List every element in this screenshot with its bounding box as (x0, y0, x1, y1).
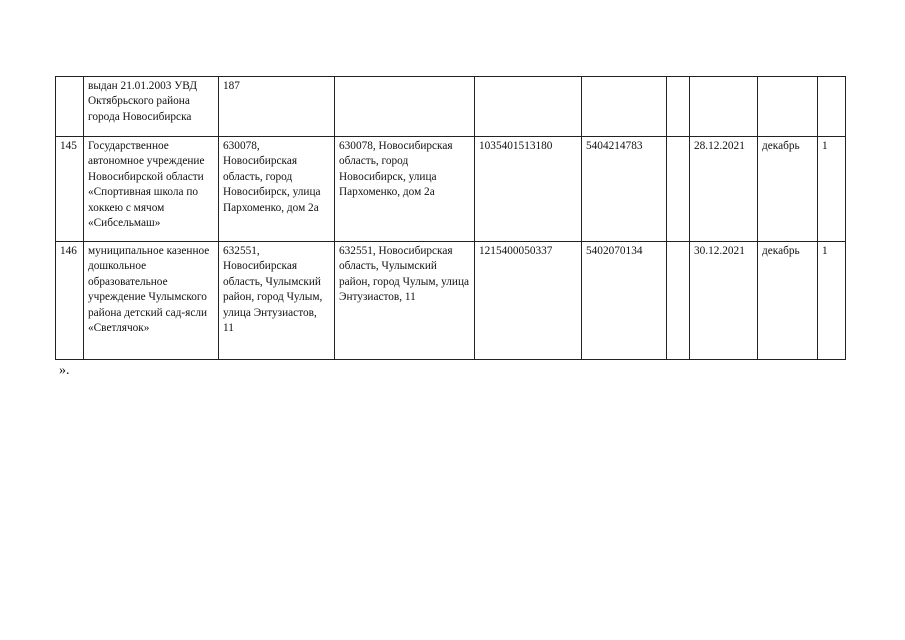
extra-cell (667, 77, 690, 137)
organization-name-cell: Государственное автономное учреждение Новосибирской области «Спортивная школа по хоккею с мячом «Сибсельмаш» (84, 137, 219, 242)
month-cell (758, 77, 818, 137)
organization-name-cell: муниципальное казенное дошкольное образовательное учреждение Чулымского района детский сад-ясли «Светлячок» (84, 242, 219, 360)
ogrn-cell (475, 77, 582, 137)
legal-address-cell: 632551, Новосибирская область, Чулымский район, город Чулым, улица Энтузиастов, 11 (219, 242, 335, 360)
organization-name-cell: выдан 21.01.2003 УВД Октябрьского района города Новосибирска (84, 77, 219, 137)
count-cell: 1 (818, 137, 846, 242)
table-row (56, 242, 846, 360)
extra-cell (667, 137, 690, 242)
location-address-cell (335, 77, 475, 137)
date-cell (690, 77, 758, 137)
legal-address-cell: 630078, Новосибирская область, город Новосибирск, улица Пархоменко, дом 2а (219, 137, 335, 242)
legal-address-cell: 187 (219, 77, 335, 137)
month-cell: декабрь (758, 137, 818, 242)
row-number-cell (56, 77, 84, 137)
table-row (56, 77, 846, 137)
count-cell: 1 (818, 242, 846, 360)
ogrn-cell: 1035401513180 (475, 137, 582, 242)
inn-cell (582, 77, 667, 137)
location-address-cell: 630078, Новосибирская область, город Новосибирск, улица Пархоменко, дом 2а (335, 137, 475, 242)
date-cell: 28.12.2021 (690, 137, 758, 242)
registry-table (55, 76, 846, 360)
row-number-cell: 146 (56, 242, 84, 360)
date-cell: 30.12.2021 (690, 242, 758, 360)
location-address-cell: 632551, Новосибирская область, Чулымский район, город Чулым, улица Энтузиастов, 11 (335, 242, 475, 360)
count-cell (818, 77, 846, 137)
month-cell: декабрь (758, 242, 818, 360)
table-row (56, 137, 846, 242)
closing-quote-mark: ». (59, 363, 70, 378)
inn-cell: 5402070134 (582, 242, 667, 360)
ogrn-cell: 1215400050337 (475, 242, 582, 360)
inn-cell: 5404214783 (582, 137, 667, 242)
extra-cell (667, 242, 690, 360)
row-number-cell: 145 (56, 137, 84, 242)
